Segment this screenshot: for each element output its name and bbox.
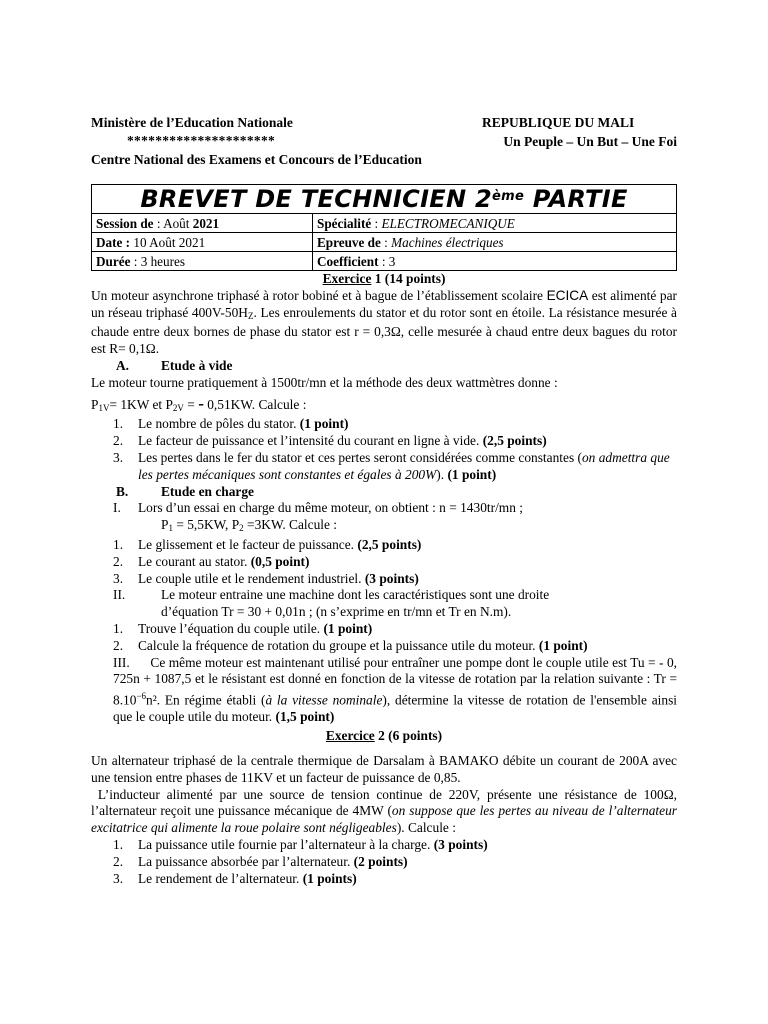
list-item: 2. Le facteur de puissance et l’intensité du courant en ligne à vide. (2,5 points): [113, 433, 547, 449]
list-item: 1. Trouve l’équation du couple utile. (1 point): [113, 620, 373, 636]
exercise-2-intro: Un alternateur triphasé de la centrale thermique de Darsalam à BAMAKO débite un courant de 200A avec une tension entre phases de 11KV et un facteur de puissance de 0,85.: [91, 752, 677, 785]
document-header: [91, 115, 677, 181]
exercise-2-title: Exercice 2 (6 points): [325, 728, 443, 744]
exercise-1-title: Exercice 1 (14 points): [322, 271, 446, 286]
exam-title: BREVET DE TECHNICIEN 2ème PARTIE: [92, 185, 677, 214]
section-b-heading: B. Etude en charge: [116, 483, 254, 499]
list-item: 3. Le couple utile et le rendement industriel. (3 points): [113, 570, 419, 586]
specialite-cell: Spécialité : ELECTROMECANIQUE: [313, 214, 677, 233]
list-item: 1. Le glissement et le facteur de puissance. (2,5 points): [113, 536, 422, 552]
exam-info-table: [91, 184, 677, 271]
list-item: 3. Les pertes dans le fer du stator et ces pertes seront considérées comme constantes (on admettra que les pertes mécaniques sont constantes et égales à 200W). (1 point): [113, 449, 670, 482]
wattmeter-readings: $P_{1V}= 1KW$ et $P_{2V}$ = - 0,51KW. Calcule :: [91, 393, 307, 413]
session-cell: Session de : Août 2021: [92, 214, 313, 233]
part-ii-text: II. Le moteur entraine une machine dont les caractéristiques sont une droite: [113, 587, 550, 603]
part-iii-text: III. Ce même moteur est maintenant utilisé pour entraîner une pompe dont le couple utile est Tu = - 0, 725n + 1087,5 et le résistant est donné en fonction de la vitesse de rotation par la relation suivante : $Tr = 8.10^{-6}n^2$. En régime établi (à la vitesse nominale), détermine la vitesse de rotation de l'ensemble ainsi que le couple utile du moteur. (1,5 point): [113, 654, 678, 725]
list-item: 2. La puissance absorbée par l’alternateur. (2 points): [113, 853, 408, 869]
exam-center-name: Centre National des Examens et Concours de l’Education: [91, 152, 422, 167]
section-a-heading: A. Etude à vide: [116, 357, 233, 373]
exam-body: [91, 271, 677, 887]
stars-separator: *********************: [127, 133, 276, 148]
section-a-text: Le moteur tourne pratiquement à 1500tr/mn et la méthode des deux wattmètres donne :: [91, 374, 558, 390]
list-item: 2. Calcule la fréquence de rotation du groupe et la puissance utile du moteur. (1 point): [113, 637, 588, 653]
duree-cell: Durée : 3 heures: [92, 252, 313, 271]
exercise-2-text: L’inducteur alimenté par une source de tension continue de 220V, présente une résistance de 100Ω, l’alternateur reçoit une puissance mécanique de 4MW (on suppose que les pertes au niveau de l’alternateur excitatrice qui alimente la roue polaire sont négligeables). Calcule :: [91, 786, 678, 836]
national-motto: Un Peuple – Un But – Une Foi: [503, 134, 677, 149]
epreuve-cell: Epreuve de : Machines électriques: [313, 233, 677, 252]
exam-page: [91, 115, 678, 886]
list-item: 1. Le nombre de pôles du stator. (1 point): [113, 416, 349, 432]
list-item: 2. Le courant au stator. (0,5 point): [113, 553, 310, 569]
exercise-1-intro: Un moteur asynchrone triphasé à rotor bobiné et à bague de l’établissement scolaire ECICA est alimenté par un réseau triphasé $400V-50H_Z$. Les enroulements du stator et du rotor sont en étoile. La résistance mesurée à chaude entre deux bornes de phase du stator est r = 0,3Ω, celle mesurée à chaud entre deux bagues du rotor est R= 0,1Ω.: [91, 287, 677, 357]
ministry-name: Ministère de l’Education Nationale: [91, 115, 293, 130]
coefficient-cell: Coefficient : 3: [313, 252, 677, 271]
part-i-powers: $P_1 = 5,5KW$, $P_2 =3KW$. Calcule :: [161, 517, 338, 534]
part-ii-equation: d’équation Tr = 30 + 0,01n ; (n s’exprime en tr/mn et Tr en N.m).: [161, 604, 512, 620]
list-item: 1. La puissance utile fournie par l’alternateur à la charge. (3 points): [113, 836, 488, 852]
list-item: 3. Le rendement de l’alternateur. (1 points): [113, 870, 357, 886]
republic-name: REPUBLIQUE DU MALI: [482, 115, 635, 130]
date-cell: Date : 10 Août 2021: [92, 233, 313, 252]
part-i-text: I. Lors d’un essai en charge du même moteur, on obtient : n = 1430tr/mn ;: [113, 500, 523, 516]
